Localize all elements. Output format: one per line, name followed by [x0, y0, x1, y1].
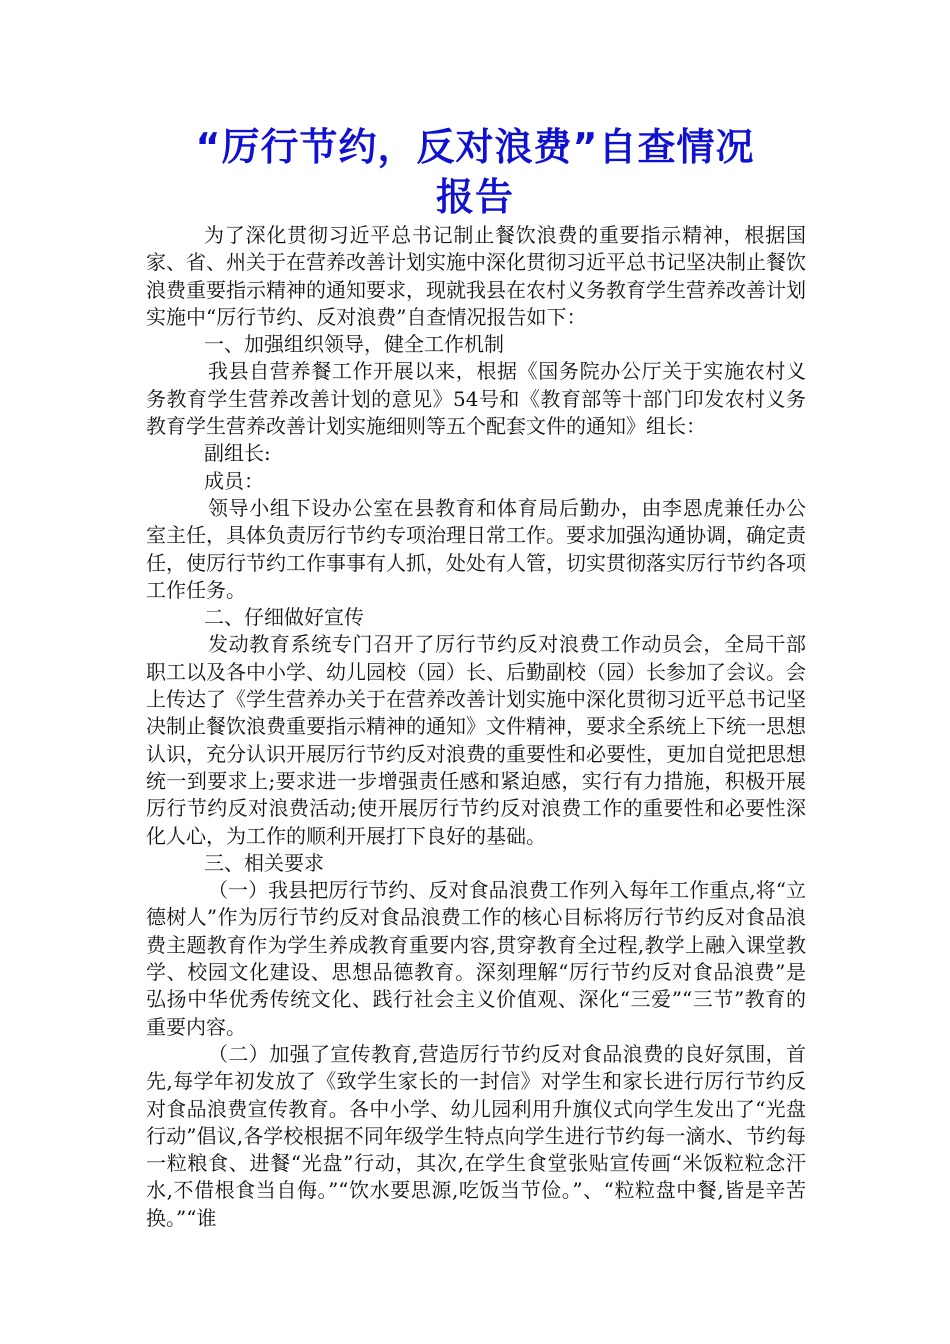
section-heading-1: 一、加强组织领导，健全工作机制 [204, 332, 504, 357]
paragraph: （二）加强了宣传教育,营造厉行节约反对食品浪费的良好氛围，首先,每学年初发放了《致学生家长的一封信》对学生和家长进行厉行节约反对食品浪费宣传教育。各中小学、幼儿园利用升旗仪式向学生发出了“光盘行动”倡议,各学校根据不同年级学生特点向学生进行节约每一滴水、节约每一粒粮食、进餐“光盘”行动，其次,在学生食堂张贴宣传画“米饭粒粒念汗水,不借根食当自侮。”“饮水要思源,吃饭当节俭。”、“粒粒盘中餐,皆是辛苦换。”“谁 [146, 1041, 806, 1230]
paragraph: 领导小组下设办公室在县教育和体育局后勤办，由李恩虎兼任办公室主任，具体负责厉行节约专项治理日常工作。要求加强沟通协调，确定责任，使厉行节约工作事事有人抓，处处有人管，切实贯彻落实厉行节约各项工作任务。 [146, 495, 806, 602]
paragraph: 我县自营养餐工作开展以来，根据《国务院办公厅关于实施农村义务教育学生营养改善计划的意见》54号和《教育部等十部门印发农村义务教育学生营养改善计划实施细则等五个配套文件的通知》组长： [146, 359, 806, 439]
section-heading-3: 三、相关要求 [204, 850, 324, 875]
document-title [140, 122, 810, 222]
members-line: 成员： [204, 468, 264, 493]
paragraph: （一）我县把厉行节约、反对食品浪费工作列入每年工作重点,将“立德树人”作为厉行节约反对食品浪费工作的核心目标将厉行节约反对食品浪费主题教育作为学生养成教育重要内容,贯穿教育全过程,教学上融入课堂教学、校园文化建设、思想品德教育。深刻理解“厉行节约反对食品浪费”是弘扬中华优秀传统文化、践行社会主义价值观、深化“三爱”“三节”教育的重要内容。 [146, 878, 806, 1039]
document-body [146, 222, 806, 1232]
title-line-1: “厉行节约，反对浪费”自查情况 [195, 125, 755, 169]
deputy-leader-line: 副组长: [204, 441, 271, 466]
paragraph: 发动教育系统专门召开了厉行节约反对浪费工作动员会，全局干部职工以及各中小学、幼儿园校（园）长、后勤副校（园）长参加了会议。会上传达了《学生营养办关于在营养改善计划实施中深化贯彻习近平总书记坚决制止餐饮浪费重要指示精神的通知》文件精神，要求全系统上下统一思想认识，充分认识开展厉行节约反对浪费的重要性和必要性，更加自觉把思想统一到要求上;要求进一步增强责任感和紧迫感，实行有力措施，积极开展厉行节约反对浪费活动;使开展厉行节约反对浪费工作的重要性和必要性深化人心，为工作的顺利开展打下良好的基础。 [146, 632, 806, 848]
title-line-2: 报告 [435, 175, 514, 219]
section-heading-2: 二、仔细做好宣传 [204, 605, 364, 630]
intro-paragraph: 为了深化贯彻习近平总书记制止餐饮浪费的重要指示精神，根据国家、省、州关于在营养改善计划实施中深化贯彻习近平总书记坚决制止餐饮浪费重要指示精神的通知要求，现就我县在农村义务教育学生营养改善计划实施中“厉行节约、反对浪费”自查情况报告如下： [146, 223, 806, 329]
